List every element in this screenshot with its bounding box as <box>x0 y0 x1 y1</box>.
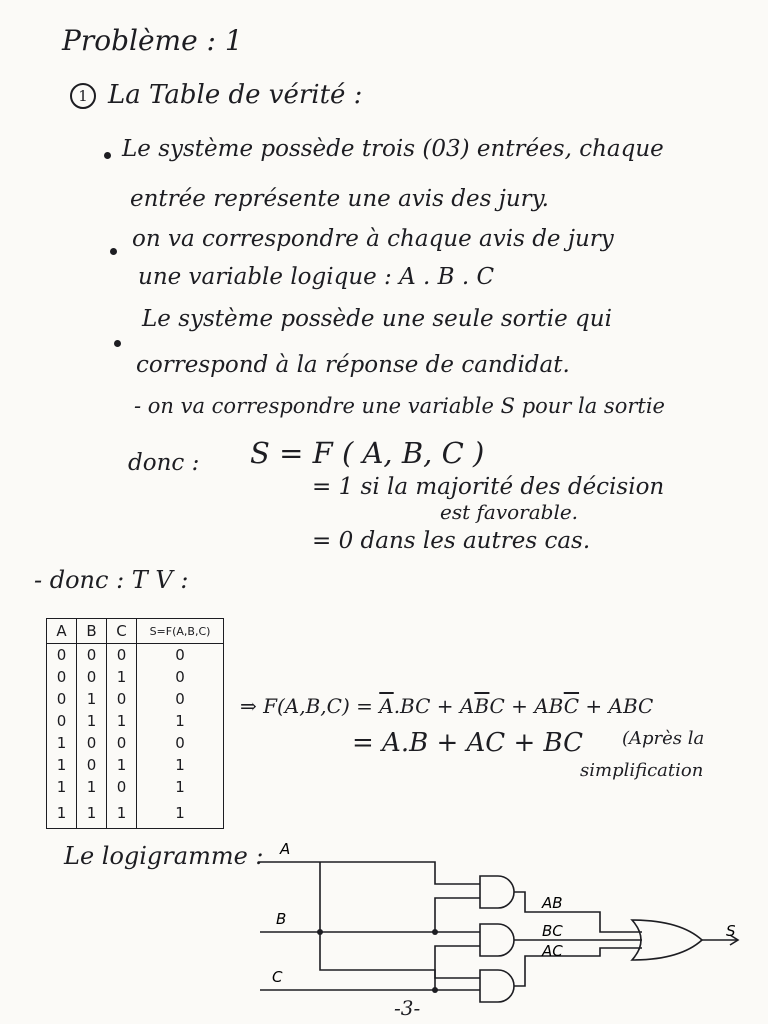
cell-s: 0 <box>137 732 224 754</box>
term-c-ab: C + AB <box>489 694 564 718</box>
cell-b: 1 <box>77 688 107 710</box>
cell-s: 1 <box>137 710 224 732</box>
cell-b: 0 <box>77 666 107 688</box>
output-s-label: S <box>726 922 736 940</box>
cell-s: 1 <box>137 754 224 776</box>
logic-diagram <box>240 840 760 1020</box>
paragraph-3-line-2: correspond à la réponse de candidat. <box>136 352 570 378</box>
definition-eq2-cont: est favorable. <box>440 500 579 524</box>
term-abc: + ABC <box>579 694 654 718</box>
cell-c: 0 <box>107 732 137 754</box>
cell-s: 0 <box>137 644 224 667</box>
cell-b: 0 <box>77 732 107 754</box>
paragraph-4: - on va correspondre une variable S pour la sortie <box>134 394 665 418</box>
and-output-ab: AB <box>542 894 563 912</box>
cell-s: 0 <box>137 666 224 688</box>
junction-b2 <box>432 929 438 935</box>
cell-c: 1 <box>107 666 137 688</box>
page-title: Problème : 1 <box>62 24 243 57</box>
cell-a: 1 <box>47 754 77 776</box>
cell-b: 1 <box>77 710 107 732</box>
cell-a: 0 <box>47 644 77 667</box>
c-to-and2 <box>435 946 480 990</box>
table-row <box>47 754 224 776</box>
or-gate <box>632 920 702 960</box>
and-gate-3 <box>480 970 514 1002</box>
table-row <box>47 776 224 798</box>
term-b-bar: $\overline{B}$ <box>474 694 490 718</box>
cell-c: 0 <box>107 688 137 710</box>
input-b-label: B <box>276 910 287 928</box>
page-number: -3- <box>394 996 421 1020</box>
term-bc: .BC + A <box>393 694 475 718</box>
input-a-label: A <box>280 840 291 858</box>
table-row <box>47 710 224 732</box>
paragraph-1-line-1: Le système possède trois (03) entrées, chaque <box>122 136 664 162</box>
cell-b: 1 <box>77 798 107 829</box>
definition-eq1: S = F ( A, B, C ) <box>250 436 485 470</box>
table-row <box>47 644 224 667</box>
section-number: 1 <box>70 83 96 109</box>
cell-b: 0 <box>77 754 107 776</box>
cell-b: 1 <box>77 776 107 798</box>
and-gate-1 <box>480 876 514 908</box>
cell-a: 0 <box>47 710 77 732</box>
definition-eq3: = 0 dans les autres cas. <box>312 528 591 554</box>
a-to-and1 <box>320 862 480 884</box>
ab-wire <box>514 892 642 932</box>
b-to-and1 <box>320 898 480 932</box>
cell-c: 1 <box>107 754 137 776</box>
paragraph-2-line-1: on va correspondre à chaque avis de jury <box>132 226 614 252</box>
cell-a: 1 <box>47 776 77 798</box>
header-a: A <box>47 619 77 644</box>
definition-lead: donc : <box>128 450 200 476</box>
cell-s: 1 <box>137 798 224 829</box>
and-output-ac: AC <box>542 942 563 960</box>
bullet-1 <box>104 152 111 159</box>
ac-wire <box>514 948 642 986</box>
cell-a: 1 <box>47 798 77 829</box>
cell-a: 0 <box>47 688 77 710</box>
cell-s: 1 <box>137 776 224 798</box>
and-gate-2 <box>480 924 514 956</box>
simplification-note-1: (Après la <box>622 728 705 749</box>
truth-table <box>46 618 224 829</box>
section-title: La Table de vérité : <box>108 80 363 110</box>
simplified-equation: = A.B + AC + BC <box>352 728 583 758</box>
table-row <box>47 798 224 829</box>
paragraph-2-line-2: une variable logique : A . B . C <box>138 264 495 290</box>
truth-table-header-row <box>47 619 224 644</box>
term-a-bar: $\overline{A}$ <box>379 694 394 718</box>
table-row <box>47 688 224 710</box>
a-to-and3 <box>320 862 480 978</box>
cell-a: 0 <box>47 666 77 688</box>
bullet-3 <box>114 340 121 347</box>
paragraph-3-line-1: Le système possède une seule sortie qui <box>142 306 612 332</box>
cell-s: 0 <box>137 688 224 710</box>
junction-c <box>432 987 438 993</box>
cell-a: 1 <box>47 732 77 754</box>
and-output-bc: BC <box>542 922 563 940</box>
function-lhs: F(A,B,C) = <box>263 694 373 718</box>
cell-c: 1 <box>107 710 137 732</box>
term-c-bar: $\overline{C}$ <box>563 694 580 718</box>
truth-table-heading: - donc : T V : <box>34 566 189 594</box>
implies-arrow: ⇒ <box>240 694 257 718</box>
input-c-label: C <box>272 968 283 986</box>
header-c: C <box>107 619 137 644</box>
logigramme-heading: Le logigramme : <box>64 842 264 870</box>
definition-eq2: = 1 si la majorité des décision <box>312 474 665 500</box>
cell-c: 0 <box>107 644 137 667</box>
junction-b <box>317 929 323 935</box>
header-s: S=F(A,B,C) <box>137 619 224 644</box>
function-equation <box>240 694 653 718</box>
paragraph-1-line-2: entrée représente une avis des jury. <box>130 186 549 212</box>
cell-b: 0 <box>77 644 107 667</box>
section-heading <box>70 80 362 110</box>
cell-c: 1 <box>107 798 137 829</box>
bullet-2 <box>110 248 117 255</box>
table-row <box>47 666 224 688</box>
cell-c: 0 <box>107 776 137 798</box>
simplification-note-2: simplification <box>580 760 704 781</box>
header-b: B <box>77 619 107 644</box>
table-row <box>47 732 224 754</box>
